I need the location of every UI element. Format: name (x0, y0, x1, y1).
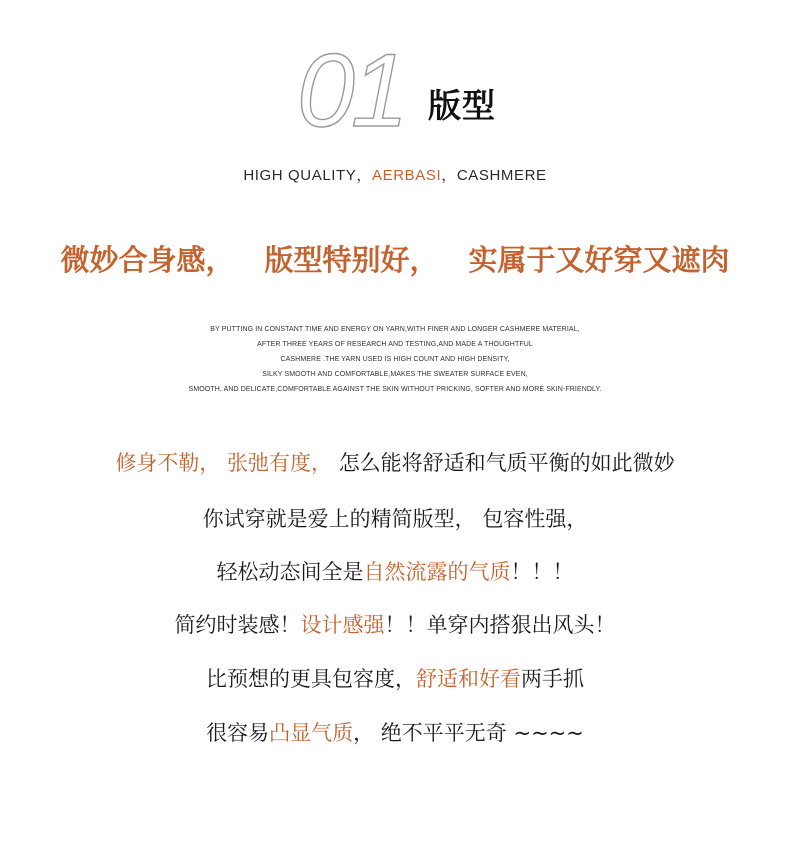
body-line-5-post: 两手抓 (521, 667, 584, 691)
body-line-6 (0, 718, 790, 748)
section-number-text: 01 (297, 38, 405, 138)
headline-part2: 版型特别好， (264, 243, 439, 277)
body-line-1 (0, 448, 790, 478)
body-line-4-highlight: 设计感强 (300, 613, 385, 637)
headline-part1: 微妙合身感， (60, 243, 235, 277)
description-line: AFTER THREE YEARS OF RESEARCH AND TESTING,AND MADE A THOUGHTFUL (257, 341, 533, 348)
body-line-3-post: ！！！ (510, 560, 574, 584)
body-line-1-highlight-1: 修身不勒， (115, 451, 221, 475)
body-line-1-highlight-2: 张弛有度， (227, 451, 332, 475)
subtitle-part1: HIGH QUALITY， (243, 167, 372, 184)
headline (0, 240, 790, 280)
section-header (0, 38, 790, 138)
body-line-5-pre: 比预想的更具包容度， (206, 667, 416, 691)
subtitle-brand: AERBASI (372, 167, 442, 184)
description-block (0, 322, 790, 397)
body-line-3-pre: 轻松动态间全是 (216, 560, 364, 584)
body-line-6-highlight: 凸显气质 (269, 721, 354, 745)
description-line: SMOOTH, AND DELICATE,COMFORTABLE AGAINST THE SKIN WITHOUT PRICKING, SOFTER AND MORE SKIN-FRIENDLY. (188, 386, 602, 393)
body-line-6-post: ， 绝不平平无奇 ~~~~ (353, 721, 584, 745)
body-line-4-pre: 简约时装感！ (174, 613, 301, 637)
description-line: BY PUTTING IN CONSTANT TIME AND ENERGY ON YARN,WITH FINER AND LONGER CASHMERE MATERIAL, (210, 326, 580, 333)
body-line-4 (0, 610, 790, 640)
description-line: SILKY SMOOTH AND COMFORTABLE,MAKES THE SWEATER SURFACE EVEN, (262, 371, 528, 378)
body-line-5 (0, 664, 790, 694)
body-line-4-post: ！！单穿内搭狠出风头！ (384, 613, 616, 637)
body-line-2: 你试穿就是爱上的精简版型， 包容性强， (202, 507, 588, 531)
headline-part3: 实属于又好穿又遮肉 (468, 243, 730, 277)
body-line-3-highlight: 自然流露的气质 (363, 560, 511, 584)
description-line: CASHMERE .THE YARN USED IS HIGH COUNT AND HIGH DENSITY, (280, 356, 510, 363)
subtitle-part2: ，CASHMERE (441, 167, 547, 184)
body-line-5-highlight: 舒适和好看 (416, 667, 521, 691)
subtitle (0, 166, 790, 186)
body-line-1-rest: 怎么能将舒适和气质平衡的如此微妙 (338, 451, 675, 475)
body-line-3 (0, 557, 790, 587)
body-line-6-pre: 很容易 (206, 721, 270, 745)
section-title: 版型 (428, 86, 496, 125)
section-number (295, 38, 425, 138)
